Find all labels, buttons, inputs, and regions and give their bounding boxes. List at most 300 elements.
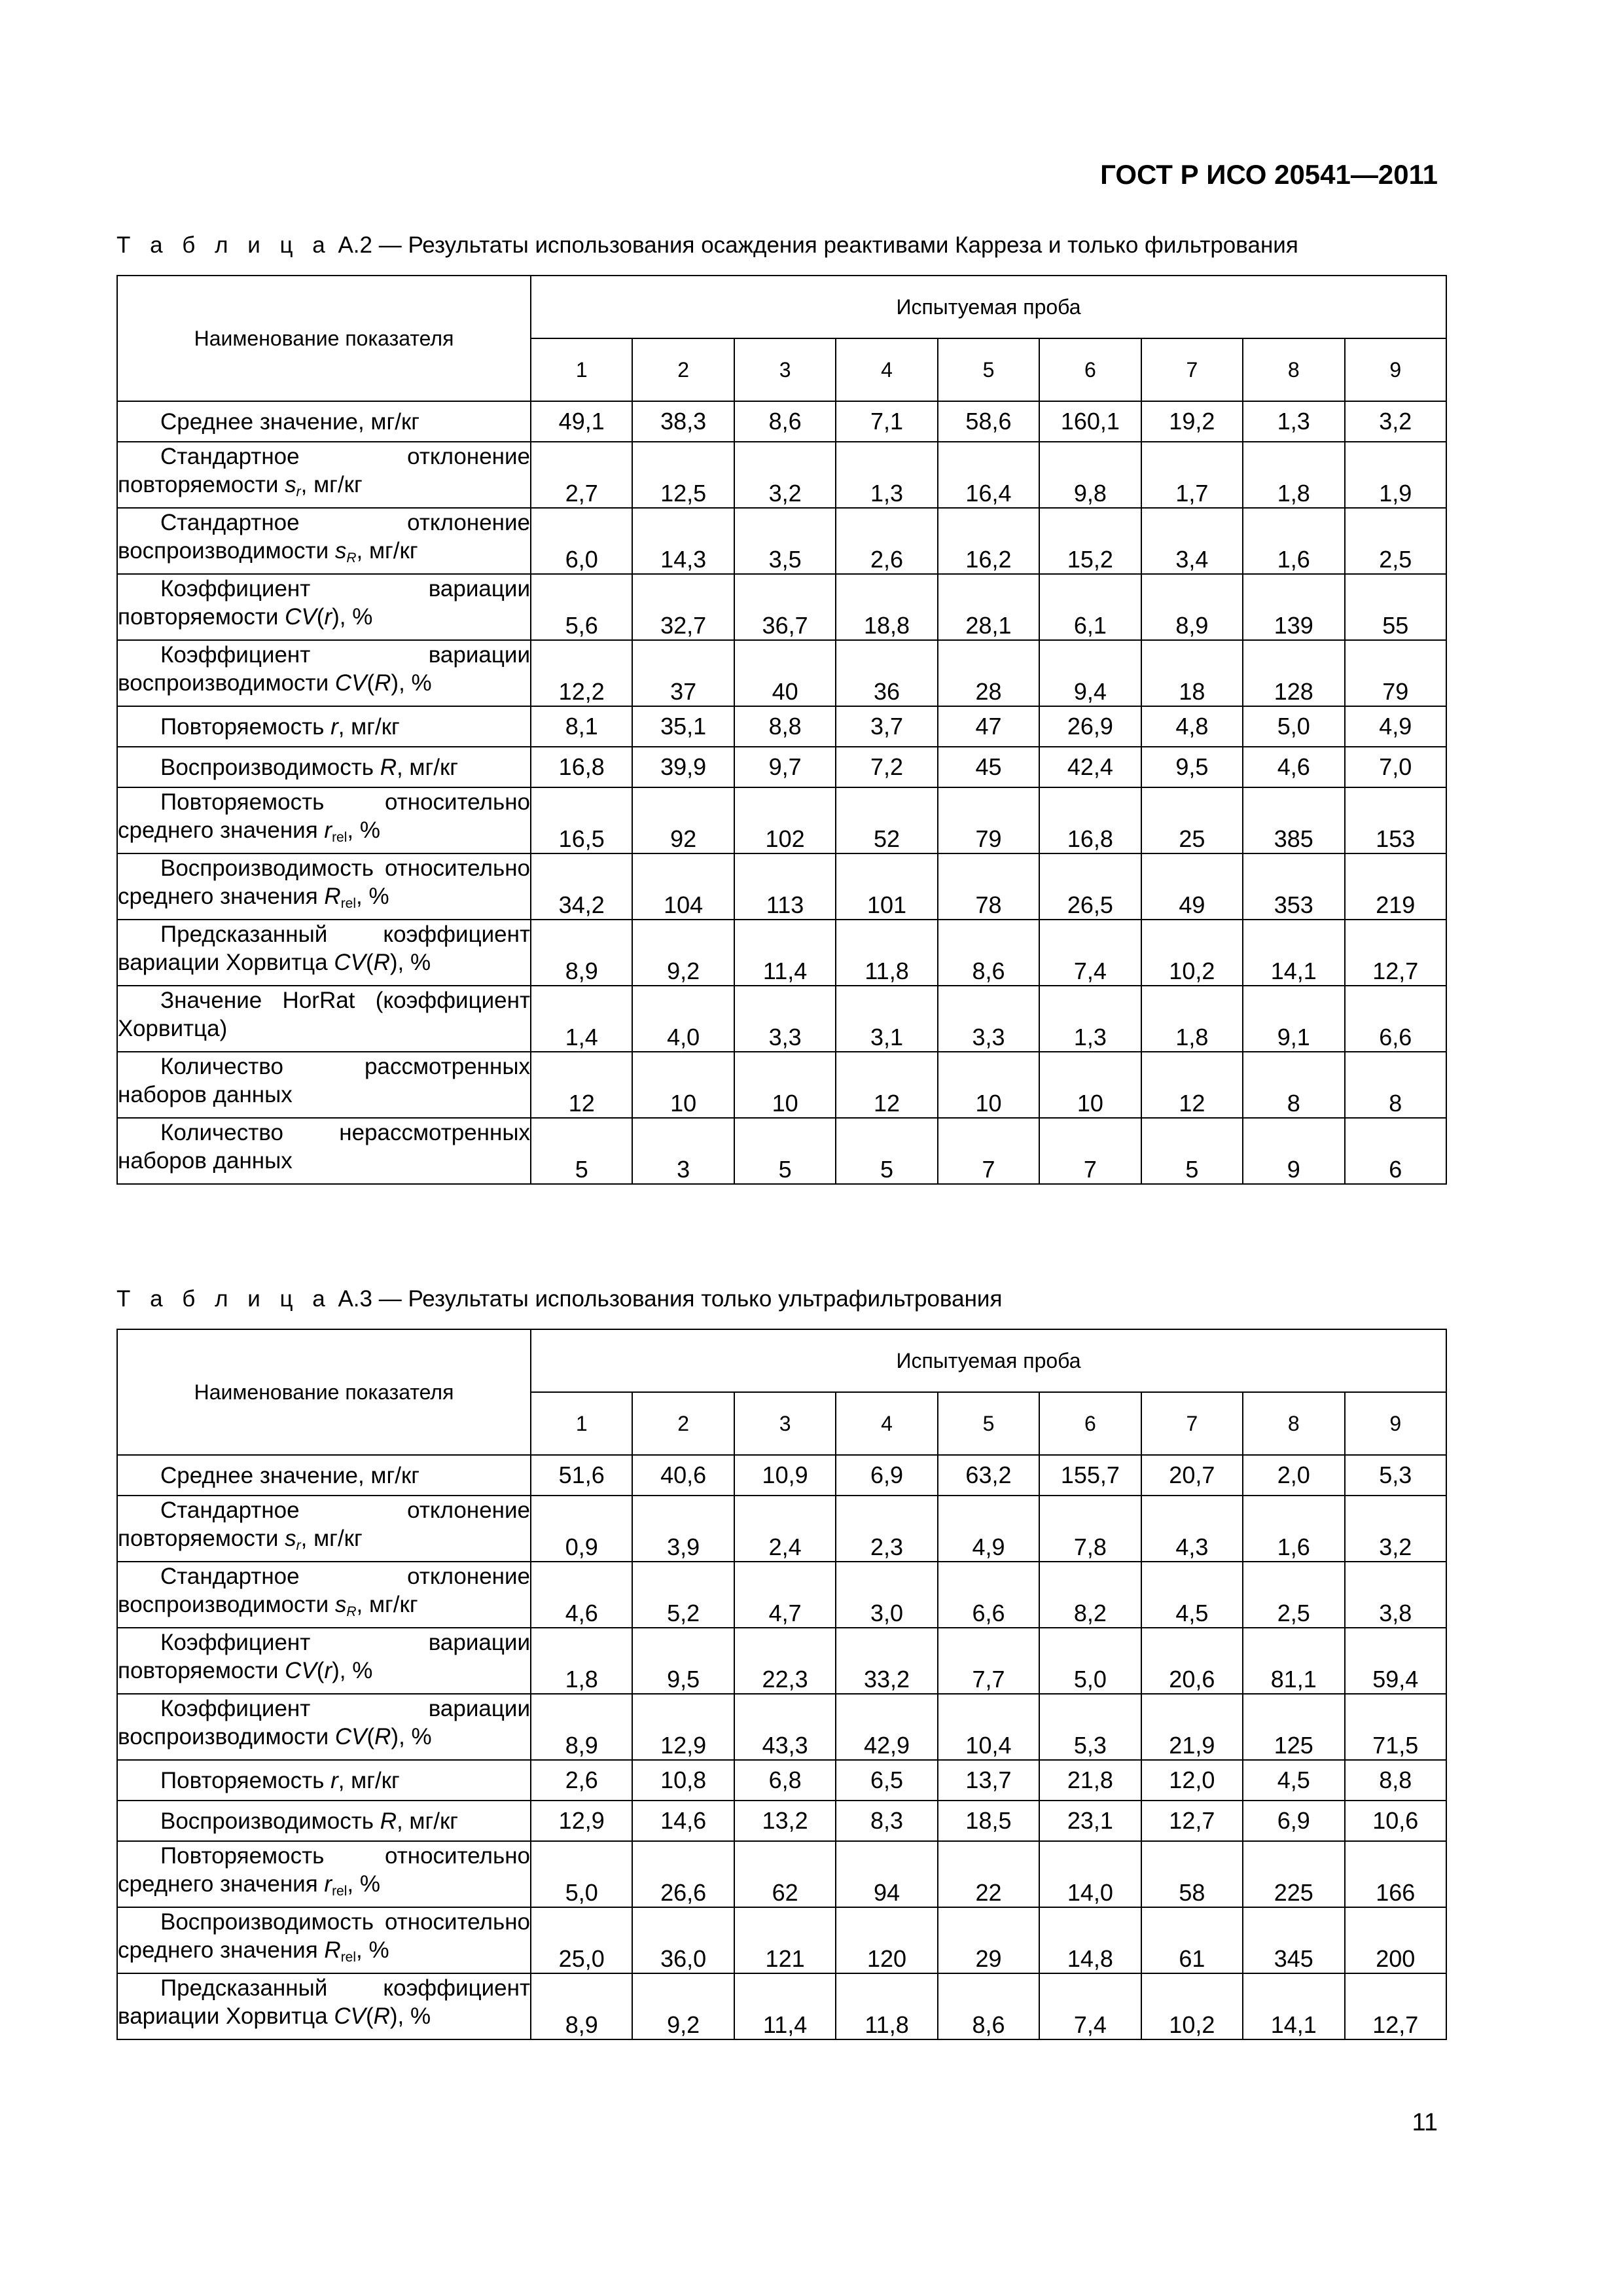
value-cell: 385 — [1243, 787, 1344, 853]
value-cell: 4,5 — [1243, 1760, 1344, 1801]
value-cell: 19,2 — [1141, 401, 1243, 442]
indicator-name: Повторяемость r, мг/кг — [160, 713, 400, 740]
indicator-name-cell — [117, 1118, 531, 1184]
sample-number-header: 9 — [1345, 1392, 1447, 1455]
document-standard-number: ГОСТ Р ИСО 20541—2011 — [1100, 159, 1438, 190]
page-number: 11 — [1412, 2109, 1438, 2136]
value-cell: 9,7 — [734, 747, 836, 787]
table-row — [117, 1841, 1446, 1907]
table-body — [117, 401, 1446, 1184]
value-cell: 7,0 — [1345, 747, 1447, 787]
table-row — [117, 986, 1446, 1052]
indicator-name-cell — [117, 787, 531, 853]
column-group-header: Испытуемая проба — [531, 276, 1446, 338]
sample-number-header: 2 — [632, 338, 734, 401]
indicator-name-cell — [117, 1628, 531, 1694]
column-header-indicator: Наименование показателя — [117, 276, 531, 401]
indicator-name-cell — [117, 1455, 531, 1496]
sample-number-header: 6 — [1039, 338, 1141, 401]
table-row — [117, 1455, 1446, 1496]
value-cell: 18 — [1141, 640, 1243, 706]
table-row — [117, 1907, 1446, 1973]
value-cell: 14,1 — [1243, 1973, 1344, 2039]
value-cell: 63,2 — [938, 1455, 1039, 1496]
value-cell: 16,2 — [938, 508, 1039, 574]
value-cell: 26,5 — [1039, 853, 1141, 920]
value-cell: 4,8 — [1141, 706, 1243, 747]
indicator-name-cell — [117, 920, 531, 986]
value-cell: 10 — [938, 1052, 1039, 1118]
table-row — [117, 1052, 1446, 1118]
value-cell: 33,2 — [836, 1628, 937, 1694]
value-cell: 25 — [1141, 787, 1243, 853]
value-cell: 62 — [734, 1841, 836, 1907]
indicator-name: Стандартное отклонение воспроизводимости $s_R$, мг/кг — [118, 1564, 530, 1619]
value-cell: 12,7 — [1345, 920, 1447, 986]
value-cell: 9,4 — [1039, 640, 1141, 706]
value-cell: 12,2 — [531, 640, 632, 706]
indicator-name-cell — [117, 986, 531, 1052]
value-cell: 61 — [1141, 1907, 1243, 1973]
table-row — [117, 508, 1446, 574]
value-cell: 8,9 — [531, 1973, 632, 2039]
value-cell: 166 — [1345, 1841, 1447, 1907]
value-cell: 12,7 — [1141, 1801, 1243, 1841]
value-cell: 6,5 — [836, 1760, 937, 1801]
value-cell: 37 — [632, 640, 734, 706]
value-cell: 38,3 — [632, 401, 734, 442]
value-cell: 49,1 — [531, 401, 632, 442]
value-cell: 8,1 — [531, 706, 632, 747]
table-row — [117, 1628, 1446, 1694]
value-cell: 4,6 — [531, 1562, 632, 1628]
sample-number-header: 8 — [1243, 1392, 1344, 1455]
value-cell: 8,3 — [836, 1801, 937, 1841]
value-cell: 71,5 — [1345, 1694, 1447, 1760]
value-cell: 4,0 — [632, 986, 734, 1052]
value-cell: 36,7 — [734, 574, 836, 640]
value-cell: 40,6 — [632, 1455, 734, 1496]
value-cell: 59,4 — [1345, 1628, 1447, 1694]
value-cell: 139 — [1243, 574, 1344, 640]
indicator-name: Значение HorRat (коэффициент Хорвитца) — [118, 988, 530, 1041]
value-cell: 79 — [1345, 640, 1447, 706]
value-cell: 10 — [734, 1052, 836, 1118]
value-cell: 16,5 — [531, 787, 632, 853]
value-cell: 1,6 — [1243, 508, 1344, 574]
value-cell: 3,1 — [836, 986, 937, 1052]
table-a2 — [116, 275, 1447, 1185]
value-cell: 5 — [531, 1118, 632, 1184]
indicator-name: Воспроизводимость относительно среднего значения $R_{rel}$, % — [118, 1909, 530, 1965]
value-cell: 12,7 — [1345, 1973, 1447, 2039]
value-cell: 9,5 — [632, 1628, 734, 1694]
sample-number-header: 3 — [734, 338, 836, 401]
value-cell: 6,8 — [734, 1760, 836, 1801]
value-cell: 6,9 — [836, 1455, 937, 1496]
value-cell: 1,7 — [1141, 442, 1243, 508]
value-cell: 113 — [734, 853, 836, 920]
value-cell: 5,3 — [1039, 1694, 1141, 1760]
value-cell: 2,5 — [1345, 508, 1447, 574]
value-cell: 1,4 — [531, 986, 632, 1052]
indicator-name: Коэффициент вариации воспроизводимости CV(R), % — [118, 642, 530, 696]
indicator-name-cell — [117, 1562, 531, 1628]
value-cell: 21,9 — [1141, 1694, 1243, 1760]
value-cell: 7,1 — [836, 401, 937, 442]
indicator-name: Воспроизводимость R, мг/кг — [160, 1808, 459, 1834]
value-cell: 3,2 — [1345, 1496, 1447, 1562]
value-cell: 10 — [632, 1052, 734, 1118]
sample-number-header: 6 — [1039, 1392, 1141, 1455]
value-cell: 6,6 — [1345, 986, 1447, 1052]
value-cell: 1,6 — [1243, 1496, 1344, 1562]
value-cell: 12,9 — [632, 1694, 734, 1760]
value-cell: 1,3 — [1039, 986, 1141, 1052]
indicator-name: Повторяемость относительно среднего значения $r_{rel}$, % — [118, 1843, 530, 1899]
sample-number-header: 8 — [1243, 338, 1344, 401]
value-cell: 43,3 — [734, 1694, 836, 1760]
indicator-name-cell — [117, 442, 531, 508]
value-cell: 3,9 — [632, 1496, 734, 1562]
value-cell: 12 — [1141, 1052, 1243, 1118]
value-cell: 5,0 — [1039, 1628, 1141, 1694]
value-cell: 3,2 — [1345, 401, 1447, 442]
value-cell: 21,8 — [1039, 1760, 1141, 1801]
value-cell: 14,0 — [1039, 1841, 1141, 1907]
value-cell: 8,8 — [1345, 1760, 1447, 1801]
value-cell: 3,3 — [938, 986, 1039, 1052]
value-cell: 7,2 — [836, 747, 937, 787]
indicator-name: Воспроизводимость R, мг/кг — [160, 754, 459, 780]
value-cell: 32,7 — [632, 574, 734, 640]
table-row — [117, 401, 1446, 442]
value-cell: 9,1 — [1243, 986, 1344, 1052]
value-cell: 12,9 — [531, 1801, 632, 1841]
table-row — [117, 706, 1446, 747]
indicator-name: Воспроизводимость относительно среднего значения $R_{rel}$, % — [118, 855, 530, 911]
value-cell: 2,6 — [836, 508, 937, 574]
value-cell: 22,3 — [734, 1628, 836, 1694]
value-cell: 2,3 — [836, 1496, 937, 1562]
value-cell: 8,9 — [1141, 574, 1243, 640]
value-cell: 25,0 — [531, 1907, 632, 1973]
value-cell: 36,0 — [632, 1907, 734, 1973]
value-cell: 1,8 — [1141, 986, 1243, 1052]
indicator-name-cell — [117, 1841, 531, 1907]
value-cell: 160,1 — [1039, 401, 1141, 442]
indicator-name-cell — [117, 1694, 531, 1760]
value-cell: 3,0 — [836, 1562, 937, 1628]
table-row — [117, 1694, 1446, 1760]
table-row — [117, 920, 1446, 986]
sample-number-header: 9 — [1345, 338, 1447, 401]
table-row — [117, 1760, 1446, 1801]
value-cell: 200 — [1345, 1907, 1447, 1973]
value-cell: 92 — [632, 787, 734, 853]
value-cell: 1,8 — [531, 1628, 632, 1694]
value-cell: 14,1 — [1243, 920, 1344, 986]
value-cell: 4,9 — [1345, 706, 1447, 747]
sample-number-header: 7 — [1141, 1392, 1243, 1455]
indicator-name-cell — [117, 1907, 531, 1973]
value-cell: 49 — [1141, 853, 1243, 920]
value-cell: 9,5 — [1141, 747, 1243, 787]
value-cell: 11,4 — [734, 920, 836, 986]
indicator-name-cell — [117, 1052, 531, 1118]
column-header-indicator: Наименование показателя — [117, 1329, 531, 1455]
value-cell: 28,1 — [938, 574, 1039, 640]
value-cell: 3,2 — [734, 442, 836, 508]
table-title: А.3 — Результаты использования только ультрафильтрования — [331, 1286, 1003, 1312]
value-cell: 7,7 — [938, 1628, 1039, 1694]
sample-number-header: 4 — [836, 338, 937, 401]
value-cell: 11,8 — [836, 1973, 937, 2039]
table-label: Т а б л и ц а — [116, 1286, 332, 1312]
value-cell: 1,3 — [836, 442, 937, 508]
indicator-name: Стандартное отклонение повторяемости $s_r$, мг/кг — [118, 1498, 530, 1553]
indicator-name: Стандартное отклонение воспроизводимости $s_R$, мг/кг — [118, 510, 530, 565]
value-cell: 20,6 — [1141, 1628, 1243, 1694]
value-cell: 3,5 — [734, 508, 836, 574]
value-cell: 47 — [938, 706, 1039, 747]
value-cell: 1,8 — [1243, 442, 1344, 508]
table-row — [117, 853, 1446, 920]
value-cell: 10,9 — [734, 1455, 836, 1496]
value-cell: 5,3 — [1345, 1455, 1447, 1496]
value-cell: 18,5 — [938, 1801, 1039, 1841]
value-cell: 14,3 — [632, 508, 734, 574]
indicator-name: Среднее значение, мг/кг — [160, 1462, 420, 1488]
value-cell: 34,2 — [531, 853, 632, 920]
table-row — [117, 1973, 1446, 2039]
value-cell: 155,7 — [1039, 1455, 1141, 1496]
table-row — [117, 442, 1446, 508]
table-row — [117, 1801, 1446, 1841]
value-cell: 9 — [1243, 1118, 1344, 1184]
value-cell: 20,7 — [1141, 1455, 1243, 1496]
indicator-name: Коэффициент вариации повторяемости CV(r), % — [118, 576, 530, 630]
indicator-name-cell — [117, 1496, 531, 1562]
value-cell: 8,9 — [531, 920, 632, 986]
value-cell: 10,2 — [1141, 1973, 1243, 2039]
value-cell: 5 — [734, 1118, 836, 1184]
value-cell: 11,4 — [734, 1973, 836, 2039]
value-cell: 128 — [1243, 640, 1344, 706]
sample-number-header: 5 — [938, 338, 1039, 401]
value-cell: 3,8 — [1345, 1562, 1447, 1628]
value-cell: 16,8 — [1039, 787, 1141, 853]
value-cell: 3,7 — [836, 706, 937, 747]
value-cell: 8,6 — [938, 920, 1039, 986]
indicator-name-cell — [117, 640, 531, 706]
value-cell: 8,9 — [531, 1694, 632, 1760]
indicator-name: Повторяемость r, мг/кг — [160, 1767, 400, 1793]
indicator-name-cell — [117, 1801, 531, 1841]
value-cell: 8 — [1243, 1052, 1344, 1118]
value-cell: 6,9 — [1243, 1801, 1344, 1841]
value-cell: 2,0 — [1243, 1455, 1344, 1496]
table-label: Т а б л и ц а — [116, 232, 332, 258]
value-cell: 36 — [836, 640, 937, 706]
sample-number-header: 5 — [938, 1392, 1039, 1455]
value-cell: 28 — [938, 640, 1039, 706]
value-cell: 18,8 — [836, 574, 937, 640]
value-cell: 14,6 — [632, 1801, 734, 1841]
value-cell: 4,7 — [734, 1562, 836, 1628]
value-cell: 0,9 — [531, 1496, 632, 1562]
value-cell: 120 — [836, 1907, 937, 1973]
indicator-name: Количество рассмотренных наборов данных — [118, 1054, 530, 1107]
value-cell: 102 — [734, 787, 836, 853]
value-cell: 10,6 — [1345, 1801, 1447, 1841]
value-cell: 4,9 — [938, 1496, 1039, 1562]
indicator-name-cell — [117, 574, 531, 640]
value-cell: 26,9 — [1039, 706, 1141, 747]
value-cell: 6,1 — [1039, 574, 1141, 640]
value-cell: 81,1 — [1243, 1628, 1344, 1694]
table-row — [117, 574, 1446, 640]
value-cell: 7,4 — [1039, 920, 1141, 986]
value-cell: 5,6 — [531, 574, 632, 640]
indicator-name-cell — [117, 508, 531, 574]
value-cell: 153 — [1345, 787, 1447, 853]
value-cell: 4,5 — [1141, 1562, 1243, 1628]
value-cell: 12,5 — [632, 442, 734, 508]
value-cell: 225 — [1243, 1841, 1344, 1907]
value-cell: 10 — [1039, 1052, 1141, 1118]
table-a3 — [116, 1329, 1447, 2040]
indicator-name-cell — [117, 747, 531, 787]
value-cell: 51,6 — [531, 1455, 632, 1496]
value-cell: 55 — [1345, 574, 1447, 640]
value-cell: 12 — [836, 1052, 937, 1118]
value-cell: 12 — [531, 1052, 632, 1118]
table-row — [117, 640, 1446, 706]
value-cell: 14,8 — [1039, 1907, 1141, 1973]
value-cell: 7,4 — [1039, 1973, 1141, 2039]
indicator-name: Повторяемость относительно среднего значения $r_{rel}$, % — [118, 789, 530, 845]
sample-number-header: 4 — [836, 1392, 937, 1455]
value-cell: 7 — [938, 1118, 1039, 1184]
value-cell: 121 — [734, 1907, 836, 1973]
value-cell: 3 — [632, 1118, 734, 1184]
value-cell: 11,8 — [836, 920, 937, 986]
value-cell: 5,2 — [632, 1562, 734, 1628]
indicator-name-cell — [117, 401, 531, 442]
value-cell: 10,4 — [938, 1694, 1039, 1760]
value-cell: 78 — [938, 853, 1039, 920]
indicator-name-cell — [117, 1760, 531, 1801]
value-cell: 35,1 — [632, 706, 734, 747]
value-cell: 104 — [632, 853, 734, 920]
value-cell: 13,2 — [734, 1801, 836, 1841]
indicator-name: Стандартное отклонение повторяемости $s_r$, мг/кг — [118, 444, 530, 499]
indicator-name: Среднее значение, мг/кг — [160, 408, 420, 435]
value-cell: 8 — [1345, 1052, 1447, 1118]
value-cell: 79 — [938, 787, 1039, 853]
value-cell: 42,9 — [836, 1694, 937, 1760]
value-cell: 58,6 — [938, 401, 1039, 442]
value-cell: 22 — [938, 1841, 1039, 1907]
table-a3-caption — [116, 1286, 1002, 1312]
indicator-name: Коэффициент вариации повторяемости CV(r), % — [118, 1630, 530, 1683]
value-cell: 13,7 — [938, 1760, 1039, 1801]
sample-number-header: 7 — [1141, 338, 1243, 401]
value-cell: 2,7 — [531, 442, 632, 508]
value-cell: 8,6 — [734, 401, 836, 442]
value-cell: 5,0 — [1243, 706, 1344, 747]
indicator-name: Предсказанный коэффициент вариации Хорвитца CV(R), % — [118, 1975, 530, 2029]
table-row — [117, 1496, 1446, 1562]
value-cell: 6,0 — [531, 508, 632, 574]
value-cell: 4,6 — [1243, 747, 1344, 787]
value-cell: 1,9 — [1345, 442, 1447, 508]
value-cell: 9,2 — [632, 1973, 734, 2039]
value-cell: 2,5 — [1243, 1562, 1344, 1628]
value-cell: 2,4 — [734, 1496, 836, 1562]
value-cell: 125 — [1243, 1694, 1344, 1760]
indicator-name-cell — [117, 1973, 531, 2039]
value-cell: 26,6 — [632, 1841, 734, 1907]
indicator-name: Коэффициент вариации воспроизводимости CV(R), % — [118, 1696, 530, 1749]
value-cell: 3,3 — [734, 986, 836, 1052]
value-cell: 94 — [836, 1841, 937, 1907]
value-cell: 8,2 — [1039, 1562, 1141, 1628]
table-row — [117, 787, 1446, 853]
value-cell: 3,4 — [1141, 508, 1243, 574]
value-cell: 23,1 — [1039, 1801, 1141, 1841]
value-cell: 16,8 — [531, 747, 632, 787]
value-cell: 353 — [1243, 853, 1344, 920]
value-cell: 345 — [1243, 1907, 1344, 1973]
value-cell: 45 — [938, 747, 1039, 787]
value-cell: 10,8 — [632, 1760, 734, 1801]
value-cell: 52 — [836, 787, 937, 853]
table-row — [117, 747, 1446, 787]
table-row — [117, 1562, 1446, 1628]
value-cell: 6,6 — [938, 1562, 1039, 1628]
value-cell: 1,3 — [1243, 401, 1344, 442]
value-cell: 5 — [836, 1118, 937, 1184]
value-cell: 2,6 — [531, 1760, 632, 1801]
value-cell: 7 — [1039, 1118, 1141, 1184]
value-cell: 12,0 — [1141, 1760, 1243, 1801]
value-cell: 15,2 — [1039, 508, 1141, 574]
table-title: А.2 — Результаты использования осаждения реактивами Карреза и только фильтрования — [331, 232, 1298, 258]
value-cell: 8,8 — [734, 706, 836, 747]
sample-number-header: 3 — [734, 1392, 836, 1455]
value-cell: 101 — [836, 853, 937, 920]
value-cell: 4,3 — [1141, 1496, 1243, 1562]
sample-number-header: 1 — [531, 1392, 632, 1455]
sample-number-header: 2 — [632, 1392, 734, 1455]
value-cell: 9,8 — [1039, 442, 1141, 508]
value-cell: 8,6 — [938, 1973, 1039, 2039]
indicator-name: Количество нерассмотренных наборов данных — [118, 1120, 530, 1174]
value-cell: 5 — [1141, 1118, 1243, 1184]
table-body — [117, 1455, 1446, 2039]
value-cell: 42,4 — [1039, 747, 1141, 787]
value-cell: 219 — [1345, 853, 1447, 920]
indicator-name-cell — [117, 853, 531, 920]
value-cell: 39,9 — [632, 747, 734, 787]
value-cell: 7,8 — [1039, 1496, 1141, 1562]
value-cell: 6 — [1345, 1118, 1447, 1184]
value-cell: 5,0 — [531, 1841, 632, 1907]
table-row — [117, 1118, 1446, 1184]
sample-number-header: 1 — [531, 338, 632, 401]
